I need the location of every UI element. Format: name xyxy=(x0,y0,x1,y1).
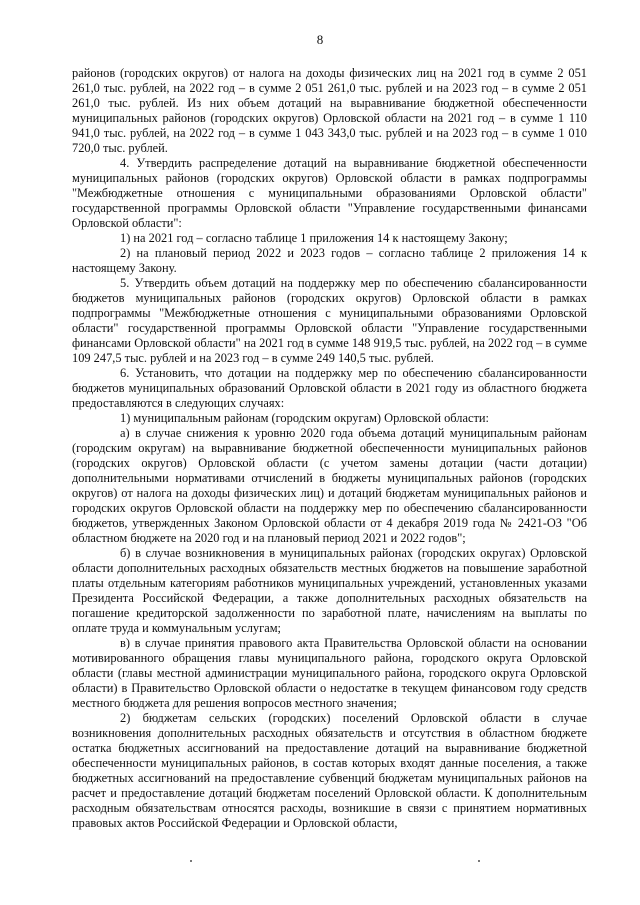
document-body xyxy=(72,66,587,831)
paragraph-item-6-1-a: а) в случае снижения к уровню 2020 года объема дотаций муниципальным районам (городским округам) на выравнивание бюджетной обеспеченности муниципальных районов (городских округов) Орловской области (с учетом замены дотации (части дотации) дополнительными нормативами отчислений в бюджеты муниципальных районов (городских округов) от налога на доходы физических лиц) и дотаций бюджетам муниципальных районов и городских округов Орловской области на поддержку мер по обеспечению сбалансированности бюджетов, утвержденных Законом Орловской области от 4 декабря 2019 года № 2421-ОЗ "Об областном бюджете на 2020 год и на плановый период 2021 и 2022 годов"; xyxy=(72,426,587,545)
paragraph-item-6-2: 2) бюджетам сельских (городских) поселений Орловской области в случае возникновения дополнительных расходных обязательств и отсутствия в областном бюджете остатка бюджетных ассигнований на предоставление дотаций на выравнивание бюджетной обеспеченности муниципальных районов, в состав которых входят данные поселения, а также бюджетных ассигнований на предоставление субвенций бюджетам муниципальных районов на расчет и предоставление дотаций бюджетам поселений Орловской области. К дополнительным расходным обязательствам относятся расходы, возникшие в связи с принятием нормативных правовых актов Российской Федерации и Орловской области, xyxy=(72,711,587,830)
paragraph-item-4-2: 2) на плановый период 2022 и 2023 годов – согласно таблице 2 приложения 14 к настоящему Закону. xyxy=(72,246,587,275)
paragraph-item-6-1-v: в) в случае принятия правового акта Правительства Орловской области на основании мотивированного обращения главы муниципального района, городского округа Орловской области (главы местной администрации муниципального района, городского округа Орловской области) в Правительство Орловской области о недостатке в текущем финансовом году средств местного бюджета для решения вопросов местного значения; xyxy=(72,636,587,710)
scan-speck xyxy=(190,860,192,862)
scan-speck xyxy=(478,860,480,862)
page-number: 8 xyxy=(316,32,324,47)
paragraph-item-6: 6. Установить, что дотации на поддержку мер по обеспечению сбалансированности бюджетов муниципальных образований Орловской области в 2021 году из областного бюджета предоставляются в следующих случаях: xyxy=(72,366,587,410)
paragraph-item-4: 4. Утвердить распределение дотаций на выравнивание бюджетной обеспеченности муниципальных районов (городских округов) Орловской области в рамках подпрограммы "Межбюджетные отношения с муниципальными образованиями Орловской области" государственной программы Орловской области "Управление государственными финансами Орловской области": xyxy=(72,156,587,230)
paragraph-item-5: 5. Утвердить объем дотаций на поддержку мер по обеспечению сбалансированности бюджетов муниципальных районов (городских округов) Орловской области в рамках подпрограммы "Межбюджетные отношения с муниципальными образованиями Орловской области" государственной программы Орловской области "Управление государственными финансами Орловской области" на 2021 год в сумме 148 919,5 тыс. рублей, на 2022 год – в сумме 109 247,5 тыс. рублей и на 2023 год – в сумме 249 140,5 тыс. рублей. xyxy=(72,276,587,365)
paragraph-item-6-1: 1) муниципальным районам (городским округам) Орловской области: xyxy=(120,411,489,425)
paragraph-continuation: районов (городских округов) от налога на доходы физических лиц на 2021 год в сумме 2 051 261,0 тыс. рублей, на 2022 год – в сумме 2 051 261,0 тыс. рублей и на 2023 год – в сумме 2 051 261,0 тыс. рублей. Из них объем дотаций на выравнивание бюджетной обеспеченности муниципальных районов (городских округов) Орловской области на 2021 год – в сумме 1 110 941,0 тыс. рублей, на 2022 год – в сумме 1 043 343,0 тыс. рублей и на 2023 год – в сумме 1 010 720,0 тыс. рублей. xyxy=(72,66,587,155)
paragraph-item-4-1: 1) на 2021 год – согласно таблице 1 приложения 14 к настоящему Закону; xyxy=(120,231,508,245)
paragraph-item-6-1-b: б) в случае возникновения в муниципальных районах (городских округах) Орловской области дополнительных расходных обязательств местных бюджетов на повышение заработной платы отдельным категориям работников муниципальных учреждений, установленных указами Президента Российской Федерации, а также дополнительных расходных обязательств на погашение кредиторской задолженности по заработной плате, начислениям на выплаты по оплате труда и коммунальным услугам; xyxy=(72,546,587,635)
